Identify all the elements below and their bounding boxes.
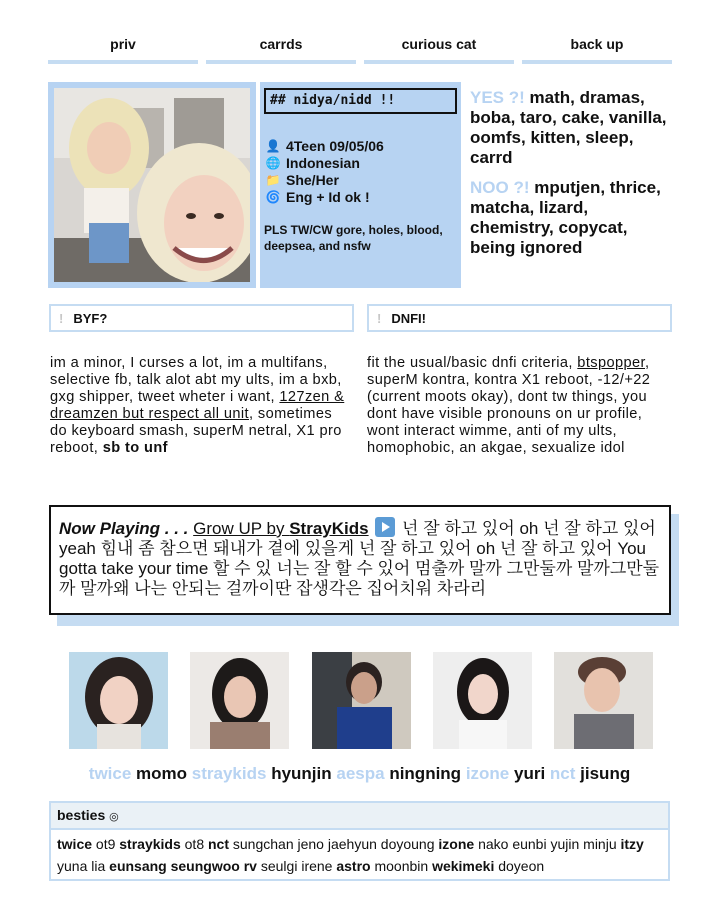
besties-group: nct	[208, 836, 229, 852]
nav-curious-cat[interactable]: curious cat	[364, 36, 514, 64]
bias-name: ningning	[389, 764, 462, 783]
likes-text: math, dramas, boba, taro, cake, vanilla, oomfs, kitten, sleep, carrd	[470, 88, 667, 167]
dislikes	[470, 178, 670, 258]
song-title: Grow UP by	[193, 519, 290, 538]
bias-group: straykids	[191, 764, 267, 783]
besties-list	[51, 830, 668, 880]
profile-row-nationality	[264, 155, 457, 172]
profile-pronouns: She/Her	[286, 172, 339, 188]
besties-header	[51, 803, 668, 830]
profile-language: Eng + Id ok !	[286, 189, 370, 205]
besties-title: besties	[57, 807, 106, 823]
nav-back-up[interactable]: back up	[522, 36, 672, 64]
byf-text	[50, 355, 350, 457]
dnfi-header	[367, 304, 672, 332]
besties-group: wekimeki	[432, 858, 495, 874]
besties-group: izone	[438, 836, 475, 852]
now-playing	[49, 505, 671, 615]
besties-members: moonbin	[370, 858, 433, 874]
dnfi-part2: , superM kontra, kontra X1 reboot, -12/+22 (current moots okay), dont tw things, you dont have visible pronouns on ur profile, wont interact wimme, anti of my ults, homophobic, an akgae, sexualize idol	[367, 355, 651, 456]
byf-part2: , sometimes do keyboard smash, superM netral, X1 pro reboot,	[50, 406, 342, 456]
song-link[interactable]	[193, 519, 368, 538]
cyclone-icon: 🌀	[265, 190, 281, 204]
dnfi-title: DNFI!	[391, 310, 427, 326]
bias-photo-momo	[69, 652, 168, 749]
bias-photo-hyunjin	[190, 652, 289, 749]
byf-bold: sb to unf	[102, 440, 168, 456]
bias-group: aespa	[336, 764, 385, 783]
besties-members: ot8	[180, 836, 208, 852]
likes-dislikes	[470, 88, 670, 258]
bias-name: jisung	[580, 764, 631, 783]
besties-group: astro	[336, 858, 371, 874]
song-artist: StrayKids	[289, 519, 369, 538]
exclamation-icon: !	[59, 310, 64, 326]
folder-icon: 📁	[265, 173, 281, 187]
likes-label: YES ?!	[470, 88, 525, 107]
bias-name: yuri	[514, 764, 546, 783]
dnfi-text	[367, 355, 672, 457]
nav-carrds[interactable]: carrds	[206, 36, 356, 64]
dislikes-label: NOO ?!	[470, 178, 530, 197]
bias-gallery	[69, 652, 653, 749]
profile-age: 4Teen 09/05/06	[286, 138, 384, 154]
bias-name: momo	[136, 764, 188, 783]
profile-rows	[264, 138, 457, 206]
profile-row-age	[264, 138, 457, 155]
bias-photo-jisung	[554, 652, 653, 749]
besties-group: itzy	[620, 836, 644, 852]
dnfi-part1: fit the usual/basic dnfi criteria,	[367, 355, 578, 371]
exclamation-icon: !	[377, 310, 382, 326]
likes	[470, 88, 670, 168]
trigger-warnings	[264, 222, 457, 254]
bias-group: twice	[88, 764, 132, 783]
profile-photo-frame	[48, 82, 256, 288]
byf-header	[49, 304, 354, 332]
tw-label: PLS TW/CW	[264, 223, 333, 237]
nav-priv[interactable]: priv	[48, 36, 198, 64]
bias-group: nct	[549, 764, 576, 783]
byf-title: BYF?	[73, 310, 108, 326]
besties-members: ot9	[92, 836, 120, 852]
profile-info	[260, 82, 461, 288]
profile-nationality: Indonesian	[286, 155, 360, 171]
bias-name: hyunjin	[271, 764, 332, 783]
profile-photo	[54, 88, 250, 282]
besties-members: doyeon	[494, 858, 545, 874]
besties-members: seulgi irene	[256, 858, 337, 874]
dislikes-text: mputjen, thrice, matcha, lizard, chemistry, copycat, being ignored	[470, 178, 661, 257]
profile-handle: ## nidya/nidd !!	[264, 88, 457, 114]
byf-part1: im a minor, I curses a lot, im a multifans, selective fb, talk alot abt my ults, im a bxb, gxg shipper, tweet wheter i want,	[50, 355, 342, 405]
besties-members: nako eunbi yujin minju	[474, 836, 621, 852]
person-icon: 👤	[265, 139, 281, 153]
besties-group: straykids	[119, 836, 181, 852]
besties-box	[49, 801, 670, 881]
globe-icon: 🌐	[265, 156, 281, 170]
song-lyrics: 넌 잘 하고 있어 oh 넌 잘 하고 있어 yeah 힘내 좀 참으면 돼내가 곁에 있을게 넌 잘 하고 있어 oh 넌 잘 하고 있어 You gotta take your time 할 수 있 너는 잘 할 수 있어 멈출까 말까 그만둘까 말까그만둘까 말까왜 나는 안되는 걸까이딴 잡생각은 집어치워 차라리	[59, 519, 660, 598]
dnfi-link[interactable]: btspopper	[577, 355, 646, 371]
top-nav	[48, 36, 672, 64]
profile-row-pronouns	[264, 172, 457, 189]
besties-group: rv	[243, 858, 257, 874]
profile-row-language	[264, 189, 457, 206]
besties-group: eunsang seungwoo	[109, 858, 240, 874]
bias-group: izone	[465, 764, 510, 783]
bias-photo-ningning	[312, 652, 411, 749]
besties-members: sungchan jeno jaehyun doyoung	[229, 836, 439, 852]
tw-text: gore, holes, blood, deepsea, and nsfw	[264, 223, 443, 253]
besties-members: yuna lia	[57, 858, 110, 874]
bias-photo-yuri	[433, 652, 532, 749]
byf-link[interactable]: 127zen & dreamzen but respect all unit	[50, 389, 345, 422]
target-icon: ◎	[109, 811, 119, 823]
now-playing-label: Now Playing . . .	[59, 519, 189, 538]
bias-caption	[0, 764, 719, 784]
play-icon[interactable]	[375, 517, 395, 537]
besties-group: twice	[57, 836, 93, 852]
